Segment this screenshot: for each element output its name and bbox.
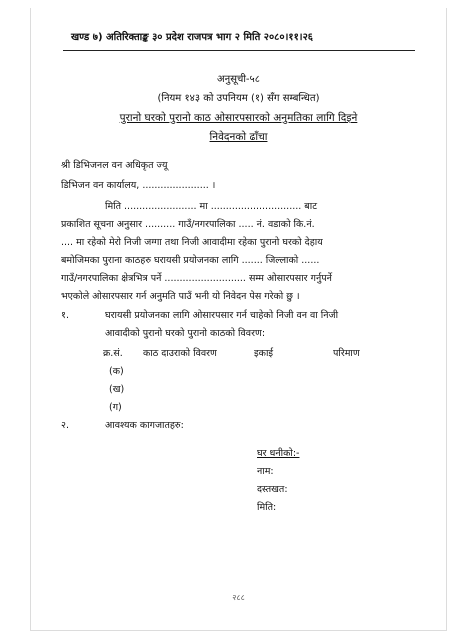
item2-text: आवश्यक कागजातहरु:	[105, 420, 184, 431]
table-row-label: (ख)	[109, 384, 125, 395]
table-header-serial: क्र.सं.	[103, 348, 123, 359]
signature-name-label: नाम:	[257, 466, 274, 477]
addressee-line1: श्री डिभिजनल वन अधिकृत ज्यू	[61, 160, 168, 171]
table-header-quantity: परिमाण	[333, 348, 360, 359]
signature-sign-label: दस्तखत:	[257, 484, 288, 495]
item1-line2: आवादीको पुरानो घरको पुरानो काठको विवरण:	[105, 328, 266, 339]
page-header: खण्ड ७) अतिरिक्ताङ्क ३० प्रदेश राजपत्र भाग २ मिति २०८०।११।२६	[71, 32, 313, 43]
table-row-label: (ग)	[109, 402, 122, 413]
table-header-unit: इकाई	[254, 348, 274, 359]
schedule-number: अनुसूची-५८	[217, 74, 260, 85]
addressee-line2: डिभिजन वन कार्यालय, ...................... ।	[61, 180, 216, 191]
form-title-line2: निवेदनको ढाँचा	[209, 131, 268, 143]
form-title-line1: पुरानो घरको पुरानो काठ ओसारपसारको अनुमतिका लागि दिइने	[119, 112, 358, 124]
body-line-3: .... मा रहेको मेरो निजी जग्गा तथा निजी आवादीमा रहेका पुरानो घरको देहाय	[61, 237, 323, 248]
body-line-2: प्रकाशित सूचना अनुसार .......... गाउँ/नगरपालिका ..... नं. वडाको कि.नं.	[61, 219, 315, 230]
document-page	[30, 8, 447, 631]
rule-reference: (नियम १४३ को उपनियम (१) सँग सम्बन्धित)	[157, 93, 320, 104]
header-rule	[63, 50, 415, 51]
body-line-4: बमोजिमका पुराना काठहरु घरायसी प्रयोजनका लागि ....... जिल्लाको ......	[61, 255, 320, 266]
body-line-5: गाउँ/नगरपालिका क्षेत्रभित्र पर्ने ........................... सम्म ओसारपसार गर्नुपर्ने	[61, 273, 332, 284]
item1-line1: घरायसी प्रयोजनका लागि ओसारपसार गर्न चाहेको निजी वन वा निजी	[105, 310, 339, 321]
item2-number: २.	[61, 420, 69, 431]
table-header-description: काठ दाउराको विवरण	[143, 348, 217, 359]
body-line-1: मिति ........................ मा .............................. बाट	[105, 201, 317, 212]
body-line-6: भएकोले ओसारपसार गर्न अनुमति पाउँ भनी यो निवेदन पेस गरेको छु ।	[61, 291, 300, 302]
table-row-label: (क)	[109, 366, 124, 377]
page-number: २८८	[232, 593, 245, 602]
item1-number: १.	[61, 310, 69, 321]
signature-heading: घर धनीको:-	[257, 448, 300, 459]
signature-date-label: मिति:	[257, 502, 277, 513]
